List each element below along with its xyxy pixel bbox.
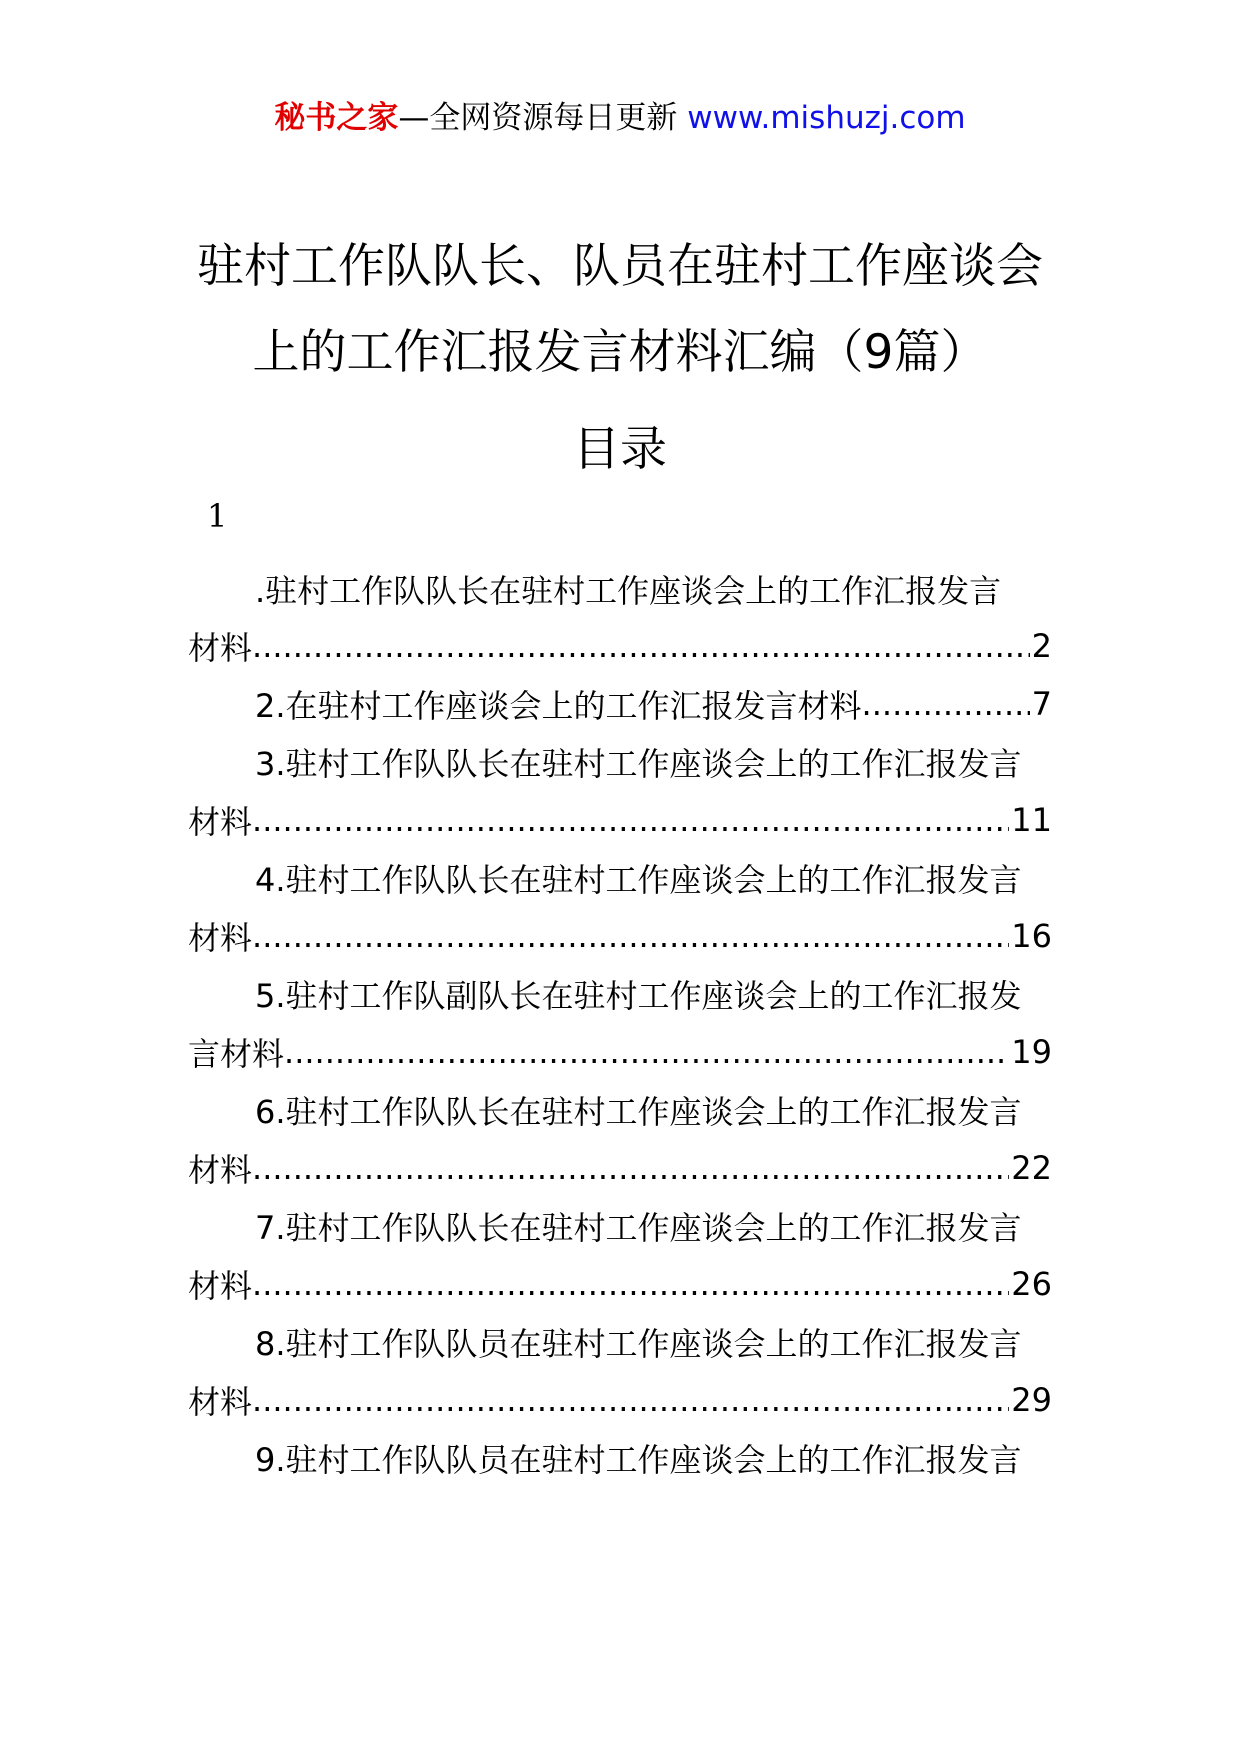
table-of-contents (188, 560, 1052, 1487)
brand-name: 秘书之家 (274, 100, 399, 136)
toc-entry-text: 8.驻村工作队队员在驻村工作座谈会上的工作汇报发言 (255, 1325, 1022, 1363)
toc-page-number: 7 (1031, 685, 1052, 723)
toc-entry-text: 材料 (188, 629, 253, 667)
toc-heading: 目录 (573, 422, 667, 477)
toc-entry-3-leader[interactable] (188, 791, 1052, 849)
toc-entry-2[interactable] (188, 675, 1052, 733)
toc-entry-8-title[interactable] (188, 1313, 1052, 1371)
toc-entry-text: 7.驻村工作队队长在驻村工作座谈会上的工作汇报发言 (255, 1209, 1022, 1247)
dot-leader (252, 1149, 1009, 1187)
toc-entry-7-leader[interactable] (188, 1255, 1052, 1313)
toc-entry-text: 3.驻村工作队队长在驻村工作座谈会上的工作汇报发言 (255, 745, 1022, 783)
toc-page-number: 26 (1011, 1265, 1052, 1303)
dot-leader (252, 1381, 1009, 1419)
toc-entry-text: 材料 (188, 919, 253, 957)
title-line-2: 上的工作汇报发言材料汇编（9篇） (252, 325, 988, 380)
toc-page-number: 2 (1031, 627, 1052, 665)
toc-page-number: 19 (1011, 1033, 1052, 1071)
toc-entry-text: 材料 (188, 1383, 253, 1421)
toc-entry-4-leader[interactable] (188, 907, 1052, 965)
toc-page-number: 16 (1011, 917, 1052, 955)
toc-entry-3-title[interactable] (188, 733, 1052, 791)
toc-entry-text: 言材料 (188, 1035, 285, 1073)
dot-leader (252, 801, 1009, 839)
dot-leader (862, 685, 1030, 723)
site-header (0, 98, 1240, 138)
toc-entry-text: 材料 (188, 1151, 253, 1189)
title-line-1: 驻村工作队队长、队员在驻村工作座谈会 (197, 239, 1043, 294)
toc-entry-7-title[interactable] (188, 1197, 1052, 1255)
toc-entry-5-title[interactable] (188, 965, 1052, 1023)
dot-leader (252, 917, 1009, 955)
dot-leader (252, 1265, 1009, 1303)
toc-first-number: 1 (207, 497, 228, 535)
site-url-link[interactable]: www.mishuzj.com (687, 100, 966, 136)
toc-entry-8-leader[interactable] (188, 1371, 1052, 1429)
toc-entry-5-leader[interactable] (188, 1023, 1052, 1081)
toc-entry-9-title[interactable] (188, 1429, 1052, 1487)
dot-leader (284, 1033, 1009, 1071)
toc-entry-text: 材料 (188, 1267, 253, 1305)
toc-entry-1-leader[interactable] (188, 617, 1052, 675)
toc-entry-text: 2.在驻村工作座谈会上的工作汇报发言材料 (255, 687, 862, 725)
toc-entry-text: 5.驻村工作队副队长在驻村工作座谈会上的工作汇报发 (255, 977, 1022, 1015)
toc-entry-text: 4.驻村工作队队长在驻村工作座谈会上的工作汇报发言 (255, 861, 1022, 899)
toc-page-number: 22 (1011, 1149, 1052, 1187)
toc-entry-text: 材料 (188, 803, 253, 841)
toc-entry-text: .驻村工作队队长在驻村工作座谈会上的工作汇报发言 (255, 571, 1002, 610)
toc-entry-4-title[interactable] (188, 849, 1052, 907)
toc-entry-1-title[interactable] (188, 560, 1052, 617)
toc-page-number: 29 (1011, 1381, 1052, 1419)
document-title (0, 224, 1240, 396)
toc-entry-6-leader[interactable] (188, 1139, 1052, 1197)
dot-leader (252, 627, 1030, 665)
toc-entry-text: 9.驻村工作队队员在驻村工作座谈会上的工作汇报发言 (255, 1441, 1022, 1479)
header-tagline: —全网资源每日更新 (398, 100, 688, 136)
toc-entry-6-title[interactable] (188, 1081, 1052, 1139)
toc-page-number: 11 (1011, 801, 1052, 839)
toc-entry-text: 6.驻村工作队队长在驻村工作座谈会上的工作汇报发言 (255, 1093, 1022, 1131)
